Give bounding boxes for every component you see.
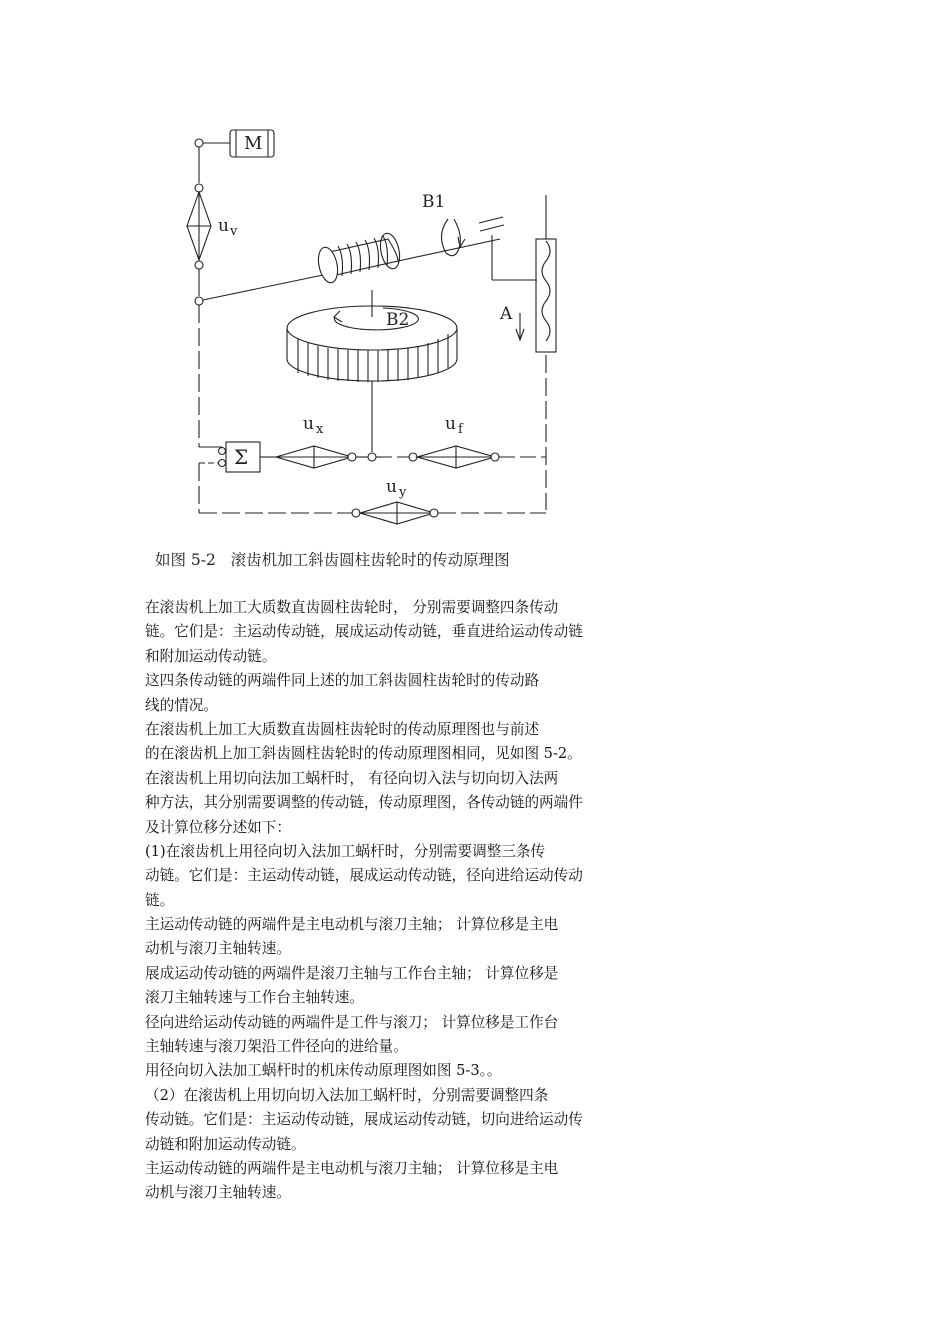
transmission-diagram xyxy=(140,115,600,535)
ux-sub-label: x xyxy=(316,422,324,437)
b2-label: B2 xyxy=(386,310,410,330)
text-line: 主运动传动链的两端件是主电动机与滚刀主轴； 计算位移是主电 xyxy=(145,916,559,934)
gear-axis-node xyxy=(368,453,376,461)
uv-label: u xyxy=(218,216,229,236)
text-line: 主运动传动链的两端件是主电动机与滚刀主轴； 计算位移是主电 xyxy=(145,1159,559,1177)
spindle-line-left xyxy=(203,275,323,300)
uv-sub-label: v xyxy=(230,224,238,239)
text-line: 种方法，其分别需要调整的传动链，传动原理图，各传动链的两端件 xyxy=(145,794,583,812)
a-label: A xyxy=(500,304,513,324)
uf-label: u xyxy=(445,414,456,434)
text-line: （2）在滚齿机上用切向切入法加工蜗杆时，分别需要调整四条 xyxy=(145,1086,549,1104)
text-line: 在滚齿机上加工大质数直齿圆柱齿轮时， 分别需要调整四条传动 xyxy=(145,599,559,616)
spindle-node xyxy=(195,297,203,305)
text-line: 链。它们是：主运动传动链，展成运动传动链，垂直进给运动传动链 xyxy=(145,623,583,641)
rail-wave xyxy=(542,241,550,341)
motor-node xyxy=(195,139,203,147)
uy-sub-label: y xyxy=(399,485,407,500)
text-line: 动机与滚刀主轴转速。 xyxy=(145,940,291,958)
text-line: 在滚齿机上用切向法加工蜗杆时， 有径向切入法与切向切入法两 xyxy=(145,769,559,787)
uf-sub-label: f xyxy=(458,422,463,437)
text-line: 用径向切入法加工蜗杆时的机床传动原理图如图 5-3。。 xyxy=(145,1062,502,1080)
text-line: 这四条传动链的两端件同上述的加工斜齿圆柱齿轮时的传动路 xyxy=(145,672,540,690)
uv-bottom-node xyxy=(195,261,203,269)
text-line: 主轴转速与滚刀架沿工件径向的进给量。 xyxy=(145,1038,408,1056)
spindle-line-right xyxy=(398,239,500,261)
text-line: 动机与滚刀主轴转速。 xyxy=(145,1184,291,1202)
text-line: 动链和附加运动传动链。 xyxy=(145,1135,306,1153)
document-body xyxy=(145,596,705,1206)
text-line: 和附加运动传动链。 xyxy=(145,647,277,665)
uy-label: u xyxy=(386,477,397,497)
gear-wheel xyxy=(287,306,457,382)
b1-label: B1 xyxy=(422,192,446,212)
text-line: 在滚齿机上加工大质数直齿圆柱齿轮时的传动原理图也与前述 xyxy=(145,720,540,738)
diagram-svg xyxy=(140,115,600,535)
figure-caption: 如图 5-2 滚齿机加工斜齿圆柱齿轮时的传动原理图 xyxy=(155,551,510,569)
text-line: (1)在滚齿机上用径向切入法加工蜗杆时，分别需要调整三条传 xyxy=(145,842,546,860)
spindle-mark xyxy=(479,217,503,223)
ux-label: u xyxy=(303,414,314,434)
text-line: 动链。它们是：主运动传动链，展成运动传动链，径向进给运动传动 xyxy=(145,867,583,885)
text-line: 线的情况。 xyxy=(145,696,218,714)
text-line: 径向进给运动传动链的两端件是工件与滚刀； 计算位移是工作台 xyxy=(145,1013,559,1031)
text-line: 展成运动传动链的两端件是滚刀主轴与工作台主轴； 计算位移是 xyxy=(145,964,559,982)
text-line: 的在滚齿机上加工斜齿圆柱齿轮时的传动原理图相同，见如图 5-2。 xyxy=(145,745,582,763)
column-rail xyxy=(536,239,556,352)
text-line: 链。 xyxy=(145,891,175,909)
sigma-label: Σ xyxy=(234,445,249,469)
hob-cylinder xyxy=(315,232,402,285)
text-line: 及计算位移分述如下： xyxy=(145,818,291,836)
text-line: 滚刀主轴转速与工作台主轴转速。 xyxy=(145,989,364,1007)
text-line: 传动链。它们是：主运动传动链，展成运动传动链，切向进给运动传 xyxy=(145,1111,583,1129)
motor-label: M xyxy=(244,133,263,154)
